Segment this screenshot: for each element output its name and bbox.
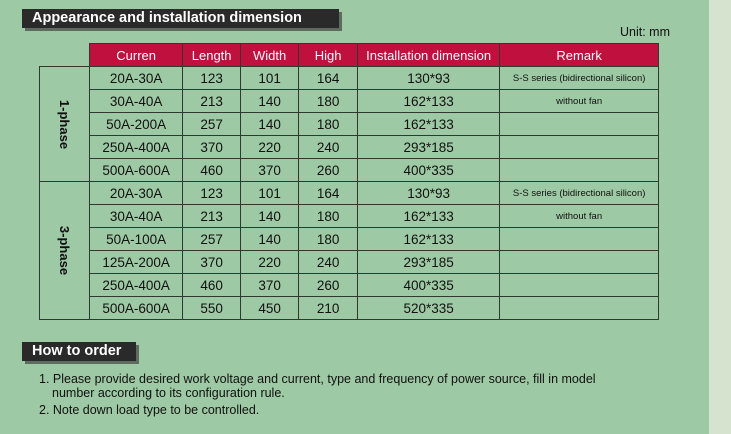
table-row <box>40 136 659 159</box>
table-row <box>40 228 659 251</box>
cell-width: 450 <box>241 297 299 320</box>
cell-current: 30A-40A <box>90 90 183 113</box>
header-blank <box>40 44 90 67</box>
cell-width: 140 <box>241 205 299 228</box>
cell-remark <box>500 228 659 251</box>
cell-length: 550 <box>183 297 241 320</box>
cell-length: 213 <box>183 90 241 113</box>
cell-current: 30A-40A <box>90 205 183 228</box>
section-title-dimensions: Appearance and installation dimension <box>22 9 339 28</box>
cell-width: 370 <box>241 274 299 297</box>
cell-remark: S-S series (bidirectional silicon) <box>500 182 659 205</box>
cell-width: 140 <box>241 113 299 136</box>
cell-high: 164 <box>299 67 358 90</box>
cell-width: 140 <box>241 228 299 251</box>
order-line-1-continued: number according to its configuration rule. <box>52 386 285 400</box>
right-margin-band <box>709 0 731 434</box>
table-body <box>40 67 659 320</box>
cell-remark <box>500 251 659 274</box>
cell-length: 123 <box>183 182 241 205</box>
dimension-table <box>39 43 659 320</box>
header-remark: Remark <box>500 44 659 67</box>
cell-current: 50A-200A <box>90 113 183 136</box>
cell-current: 20A-30A <box>90 67 183 90</box>
table-row <box>40 113 659 136</box>
phase-label <box>40 67 90 182</box>
unit-label: Unit: mm <box>620 25 670 39</box>
cell-length: 257 <box>183 228 241 251</box>
cell-remark <box>500 297 659 320</box>
cell-installation-dimension: 130*93 <box>358 67 500 90</box>
cell-installation-dimension: 162*133 <box>358 205 500 228</box>
cell-remark <box>500 274 659 297</box>
cell-remark <box>500 159 659 182</box>
cell-length: 460 <box>183 159 241 182</box>
phase-label <box>40 182 90 320</box>
cell-length: 257 <box>183 113 241 136</box>
table-row <box>40 182 659 205</box>
cell-installation-dimension: 520*335 <box>358 297 500 320</box>
cell-length: 460 <box>183 274 241 297</box>
cell-length: 370 <box>183 251 241 274</box>
order-line-2: 2. Note down load type to be controlled. <box>39 403 260 417</box>
cell-installation-dimension: 293*185 <box>358 136 500 159</box>
cell-current: 125A-200A <box>90 251 183 274</box>
order-instructions <box>39 372 679 417</box>
table-row <box>40 205 659 228</box>
cell-high: 180 <box>299 228 358 251</box>
cell-remark: S-S series (bidirectional silicon) <box>500 67 659 90</box>
section-title-how-to-order: How to order <box>22 342 136 361</box>
cell-current: 50A-100A <box>90 228 183 251</box>
cell-installation-dimension: 162*133 <box>358 228 500 251</box>
cell-remark <box>500 136 659 159</box>
cell-high: 164 <box>299 182 358 205</box>
cell-length: 123 <box>183 67 241 90</box>
cell-length: 213 <box>183 205 241 228</box>
table-row <box>40 297 659 320</box>
cell-high: 210 <box>299 297 358 320</box>
cell-width: 101 <box>241 182 299 205</box>
cell-installation-dimension: 400*335 <box>358 159 500 182</box>
cell-installation-dimension: 293*185 <box>358 251 500 274</box>
cell-width: 140 <box>241 90 299 113</box>
cell-high: 180 <box>299 113 358 136</box>
table-row <box>40 159 659 182</box>
cell-high: 180 <box>299 205 358 228</box>
cell-installation-dimension: 130*93 <box>358 182 500 205</box>
phase-label-text: 1-phase <box>57 99 73 149</box>
phase-label-text: 3-phase <box>57 225 73 276</box>
cell-current: 250A-400A <box>90 136 183 159</box>
cell-width: 220 <box>241 136 299 159</box>
cell-width: 220 <box>241 251 299 274</box>
cell-current: 20A-30A <box>90 182 183 205</box>
cell-installation-dimension: 400*335 <box>358 274 500 297</box>
header-current: Curren <box>90 44 183 67</box>
cell-current: 500A-600A <box>90 297 183 320</box>
cell-remark: without fan <box>500 90 659 113</box>
cell-length: 370 <box>183 136 241 159</box>
cell-remark: without fan <box>500 205 659 228</box>
order-line-1: 1. Please provide desired work voltage and current, type and frequency of power source, fill in model <box>39 372 596 386</box>
cell-high: 240 <box>299 251 358 274</box>
cell-high: 260 <box>299 274 358 297</box>
cell-high: 180 <box>299 90 358 113</box>
cell-current: 500A-600A <box>90 159 183 182</box>
cell-remark <box>500 113 659 136</box>
table-row <box>40 67 659 90</box>
table-header-row <box>40 44 659 67</box>
header-high: High <box>299 44 358 67</box>
header-length: Length <box>183 44 241 67</box>
table-row <box>40 90 659 113</box>
header-width: Width <box>241 44 299 67</box>
cell-high: 240 <box>299 136 358 159</box>
cell-installation-dimension: 162*133 <box>358 90 500 113</box>
table-row <box>40 251 659 274</box>
cell-width: 370 <box>241 159 299 182</box>
cell-installation-dimension: 162*133 <box>358 113 500 136</box>
table-row <box>40 274 659 297</box>
cell-high: 260 <box>299 159 358 182</box>
cell-current: 250A-400A <box>90 274 183 297</box>
header-installation-dimension: Installation dimension <box>358 44 500 67</box>
cell-width: 101 <box>241 67 299 90</box>
